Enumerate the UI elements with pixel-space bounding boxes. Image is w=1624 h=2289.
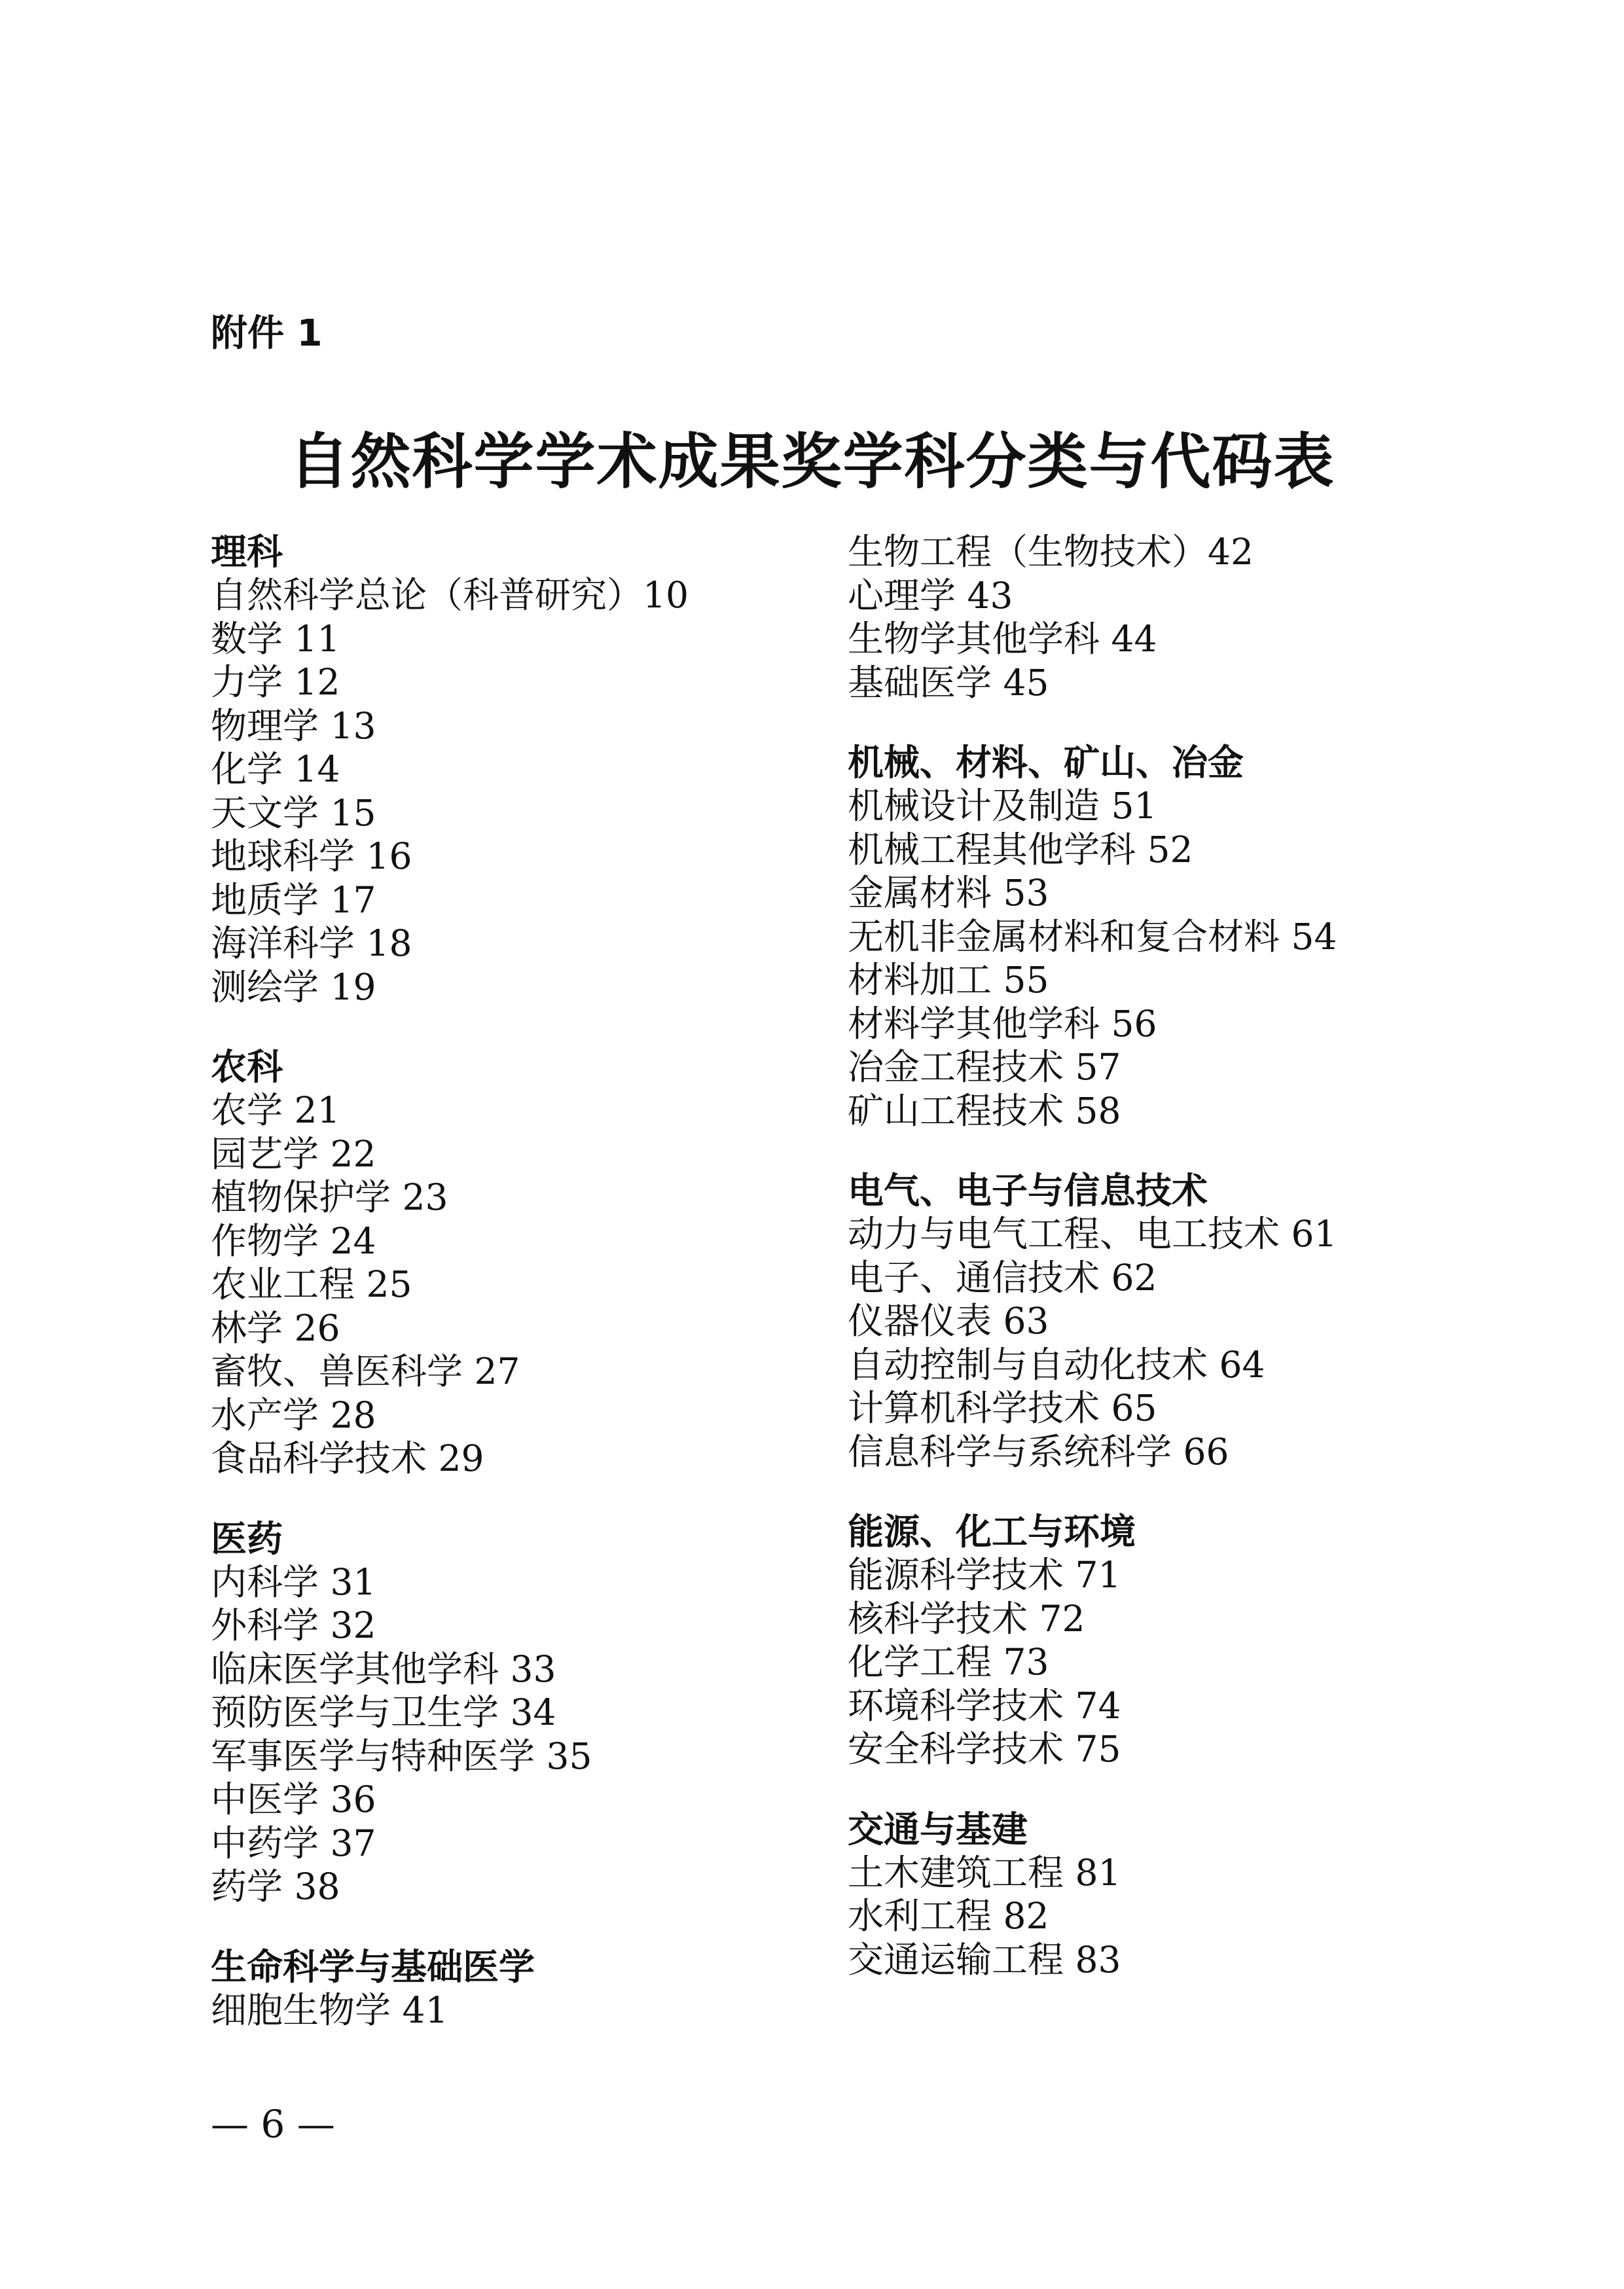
subject-item: 水利工程 82 [848, 1895, 1049, 1937]
section-heading: 交通与基建 [848, 1808, 1028, 1850]
subject-item: 预防医学与卫生学 34 [211, 1691, 556, 1733]
subject-item: 自然科学总论（科普研究）10 [211, 574, 689, 616]
section-heading: 电气、电子与信息技术 [848, 1170, 1208, 1212]
subject-item: 临床医学其他学科 33 [211, 1648, 556, 1690]
subject-item: 林学 26 [211, 1307, 340, 1349]
subject-item: 核科学技术 72 [848, 1597, 1085, 1640]
subject-section [848, 1510, 1489, 1771]
subject-item: 水产学 28 [211, 1394, 376, 1436]
subject-item: 地球科学 16 [211, 835, 412, 877]
attachment-label: 附件 1 [211, 312, 323, 355]
section-heading: 理科 [211, 531, 283, 573]
subject-item: 畜牧、兽医科学 27 [211, 1350, 520, 1392]
subject-section [848, 1808, 1489, 1982]
subject-item: 食品科学技术 29 [211, 1437, 484, 1479]
subject-item: 地质学 17 [211, 878, 376, 921]
left-column [211, 530, 852, 2068]
subject-item: 土木建筑工程 81 [848, 1851, 1121, 1894]
subject-section [211, 530, 852, 1009]
subject-item: 中药学 37 [211, 1822, 376, 1864]
subject-item: 药学 38 [211, 1865, 340, 1907]
subject-item: 机械工程其他学科 52 [848, 828, 1193, 871]
subject-item: 生物学其他学科 44 [848, 618, 1157, 660]
subject-item: 数学 11 [211, 617, 340, 660]
subject-item: 生物工程（生物技术）42 [848, 531, 1254, 573]
subject-item: 园艺学 22 [211, 1132, 376, 1175]
subject-item: 军事医学与特种医学 35 [211, 1735, 592, 1777]
subject-item: 植物保护学 23 [211, 1176, 448, 1218]
subject-item: 海洋科学 18 [211, 922, 412, 964]
page-number: — 6 — [211, 2102, 335, 2146]
subject-item: 作物学 24 [211, 1219, 376, 1262]
section-heading: 能源、化工与环境 [848, 1511, 1136, 1553]
subject-item: 农业工程 25 [211, 1263, 412, 1305]
subject-item: 仪器仪表 63 [848, 1300, 1049, 1342]
subject-item: 材料加工 55 [848, 959, 1049, 1001]
subject-item: 矿山工程技术 58 [848, 1089, 1121, 1132]
subject-item: 能源科学技术 71 [848, 1554, 1121, 1596]
section-heading: 机械、材料、矿山、冶金 [848, 742, 1244, 784]
subject-item: 化学 14 [211, 748, 340, 790]
subject-item: 测绘学 19 [211, 965, 376, 1008]
right-column [848, 530, 1489, 2018]
subject-item: 内科学 31 [211, 1560, 376, 1603]
subject-section [848, 1169, 1489, 1473]
subject-item: 安全科学技术 75 [848, 1728, 1121, 1770]
section-heading: 生命科学与基础医学 [211, 1945, 535, 1988]
page-title: 自然科学学术成果奖学科分类与代码表 [289, 426, 1335, 497]
subject-item: 信息科学与系统科学 66 [848, 1430, 1229, 1473]
subject-item: 物理学 13 [211, 704, 376, 747]
subject-item: 无机非金属材料和复合材料 54 [848, 915, 1337, 958]
subject-item: 基础医学 45 [848, 661, 1049, 704]
subject-item: 材料学其他学科 56 [848, 1002, 1157, 1045]
subject-item: 电子、通信技术 62 [848, 1256, 1157, 1299]
subject-section [848, 741, 1489, 1132]
subject-item: 动力与电气工程、电工技术 61 [848, 1213, 1337, 1255]
subject-item: 环境科学技术 74 [848, 1684, 1121, 1727]
subject-section [848, 530, 1489, 704]
subject-item: 自动控制与自动化技术 64 [848, 1343, 1265, 1386]
subject-item: 冶金工程技术 57 [848, 1046, 1121, 1088]
subject-section [211, 1517, 852, 1909]
subject-item: 计算机科学技术 65 [848, 1387, 1157, 1429]
subject-item: 心理学 43 [848, 574, 1013, 617]
subject-item: 天文学 15 [211, 791, 376, 834]
subject-item: 中医学 36 [211, 1778, 376, 1820]
subject-item: 交通运输工程 83 [848, 1938, 1121, 1981]
subject-section [211, 1945, 852, 2032]
subject-item: 机械设计及制造 51 [848, 785, 1157, 827]
subject-item: 外科学 32 [211, 1604, 376, 1646]
subject-item: 金属材料 53 [848, 872, 1049, 914]
subject-item: 农学 21 [211, 1089, 340, 1131]
section-heading: 农科 [211, 1046, 283, 1088]
subject-item: 细胞生物学 41 [211, 1989, 448, 2031]
section-heading: 医药 [211, 1517, 283, 1560]
subject-section [211, 1045, 852, 1481]
subject-item: 化学工程 73 [848, 1641, 1049, 1683]
subject-item: 力学 12 [211, 661, 340, 703]
